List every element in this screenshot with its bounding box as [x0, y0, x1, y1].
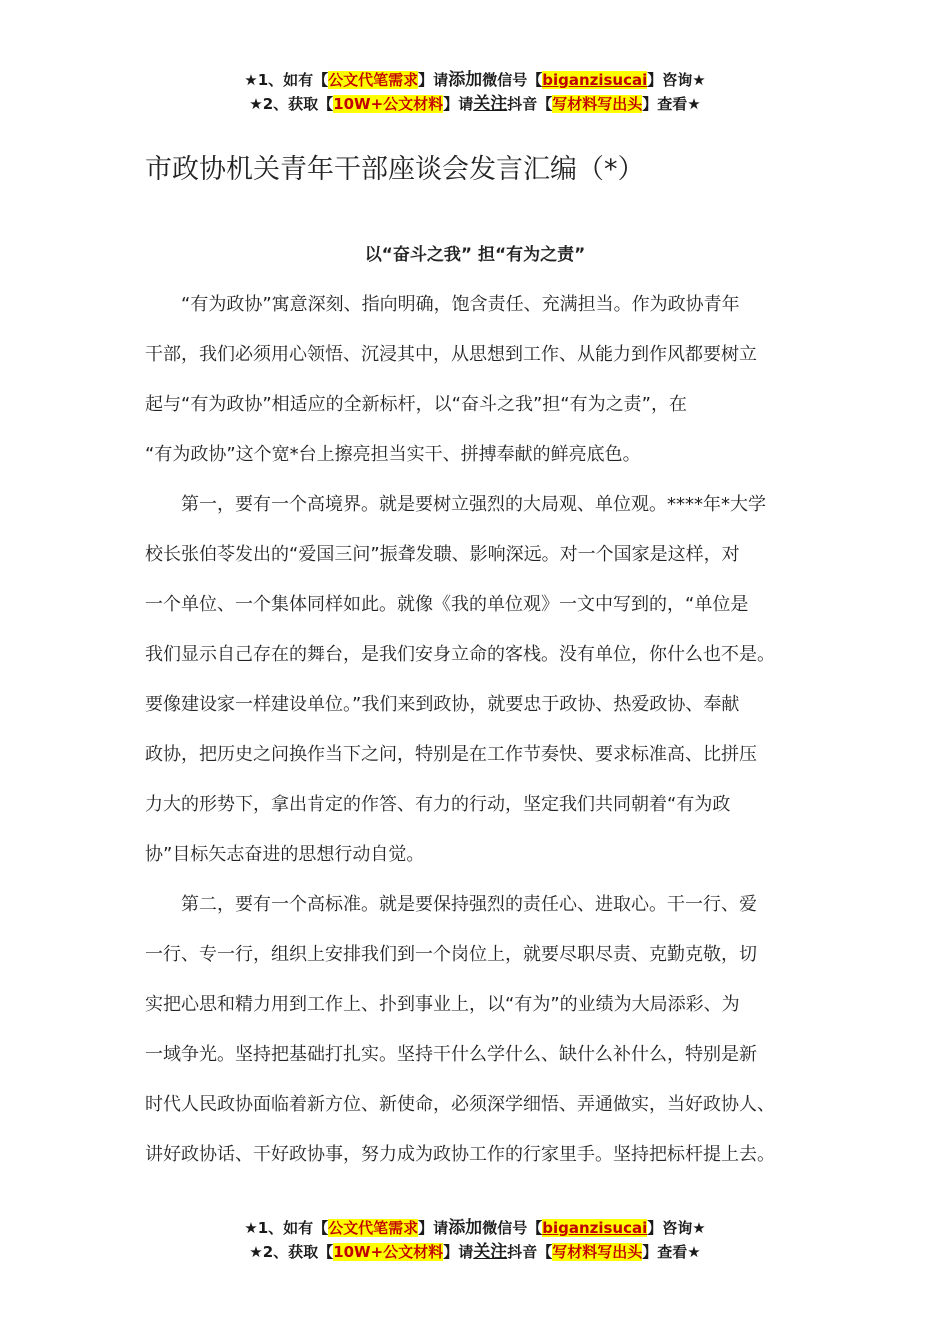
- banner-line-2: ★2、获取【10W+公文材料】请关注抖音【写材料写出头】查看★: [249, 1242, 701, 1262]
- banner-line-1: ★1、如有【公文代笔需求】请添加微信号【biganzisucai】咨询★: [244, 1218, 706, 1238]
- wechat-id-link[interactable]: biganzisucai: [542, 71, 648, 89]
- wechat-id-link[interactable]: biganzisucai: [542, 1219, 648, 1237]
- highlight-service: 公文代笔需求: [328, 1219, 419, 1237]
- douyin-account-link[interactable]: 写材料写出头: [552, 1243, 643, 1261]
- highlight-materials: 10W+公文材料: [333, 95, 444, 113]
- banner-line-1: ★1、如有【公文代笔需求】请添加微信号【biganzisucai】咨询★: [244, 70, 706, 90]
- document-body: [145, 280, 810, 1180]
- banner-line-2: ★2、获取【10W+公文材料】请关注抖音【写材料写出头】查看★: [249, 94, 701, 114]
- highlight-service: 公文代笔需求: [328, 71, 419, 89]
- section-subtitle: 以“奋斗之我” 担“有为之责”: [364, 245, 586, 265]
- paragraph-2: 第一，要有一个高境界。就是要树立强烈的大局观、单位观。****年*大学 校长张伯苓发出的“爱国三问”振聋发聩、影响深远。对一个国家是这样，对 一个单位、一个集体同样如此。就像《我的单位观》一文中写到的，“单位是 我们显示自己存在的舞台，是我们安身立命的客栈。没有单位，你什么也不是。 要像建设家一样建设单位。”我们来到政协，就要忠于政协、热爱政协、奉献 政协，把历史之问换作当下之问，特别是在工作节奏快、要求标准高、比拼压 力大的形势下，拿出肯定的作答、有力的行动，坚定我们共同朝着“有为政 协”目标矢志奋进的思想行动自觉。: [145, 494, 775, 865]
- highlight-materials: 10W+公文材料: [333, 1243, 444, 1261]
- douyin-account-link[interactable]: 写材料写出头: [552, 95, 643, 113]
- paragraph-1: “有为政协”寓意深刻、指向明确，饱含责任、充满担当。作为政协青年 干部，我们必须用心领悟、沉浸其中，从思想到工作、从能力到作风都要树立 起与“有为政协”相适应的全新标杆，以“奋斗之我”担“有为之责”，在 “有为政协”这个宽*台上擦亮担当实干、拼搏奉献的鲜亮底色。: [145, 294, 757, 465]
- footer-banner: [0, 1216, 950, 1264]
- page-title: 市政协机关青年干部座谈会发言汇编（*）: [145, 154, 645, 185]
- paragraph-3: 第二，要有一个高标准。就是要保持强烈的责任心、进取心。干一行、爱 一行、专一行，组织上安排我们到一个岗位上，就要尽职尽责、克勤克敬，切 实把心思和精力用到工作上、扑到事业上，以“有为”的业绩为大局添彩、为 一域争光。坚持把基础打扎实。坚持干什么学什么、缺什么补什么，特别是新 时代人民政协面临着新方位、新使命，必须深学细悟、弄通做实，当好政协人、 讲好政协话、干好政协事，努力成为政协工作的行家里手。坚持把标杆提上去。: [145, 894, 775, 1165]
- header-banner: [0, 68, 950, 116]
